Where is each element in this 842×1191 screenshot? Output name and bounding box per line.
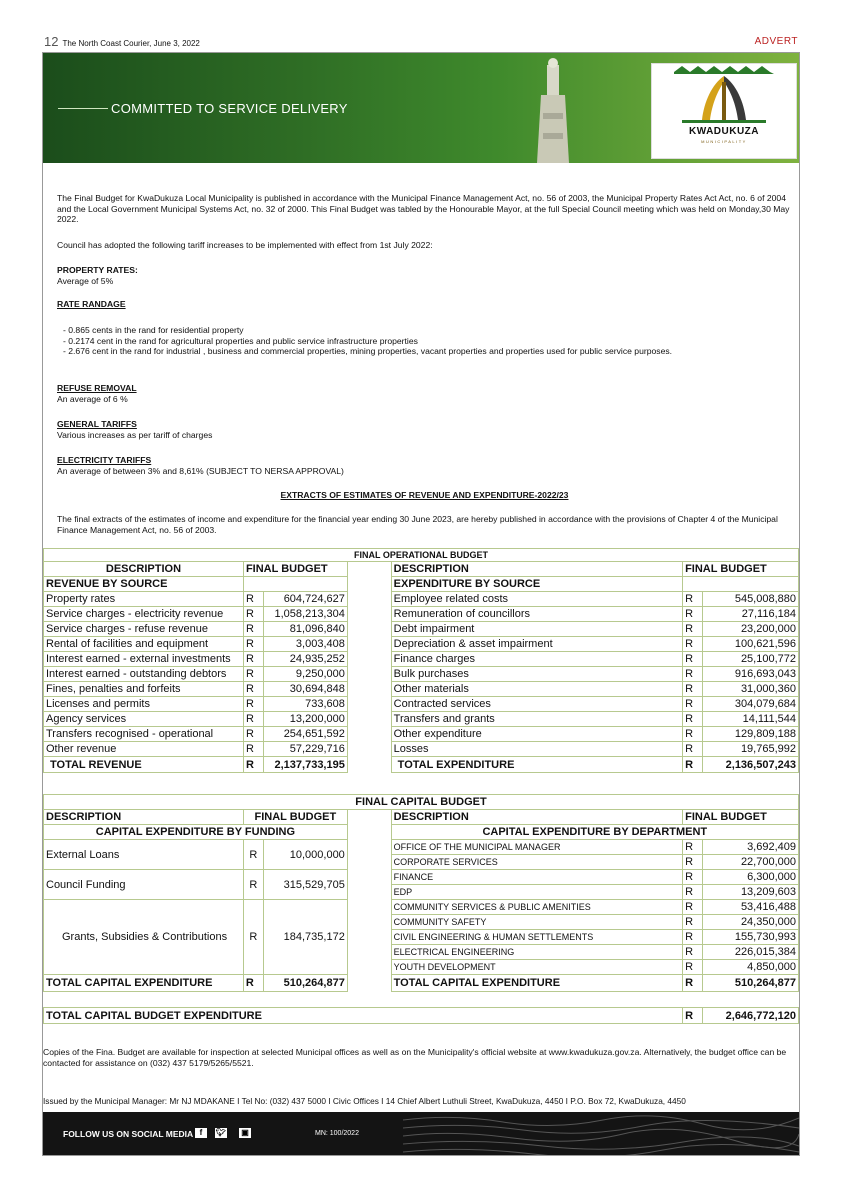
expenditure-item-label: Bulk purchases [391, 667, 682, 682]
department-item-currency: R [683, 870, 703, 885]
capital-budget-table [43, 794, 799, 1024]
banner [43, 53, 799, 163]
rate-randage-heading: RATE RANDAGE [57, 299, 126, 309]
revenue-item-value: 1,058,213,304 [263, 607, 347, 622]
department-item-label: ELECTRICAL ENGINEERING [391, 945, 683, 960]
department-item-value: 6,300,000 [703, 870, 799, 885]
instagram-icon[interactable]: ▣ [239, 1128, 251, 1138]
table-row [44, 742, 799, 757]
total-expenditure-value: 2,136,507,243 [703, 757, 799, 773]
funding-item-value: 184,735,172 [263, 900, 347, 975]
department-item-currency: R [683, 930, 703, 945]
table-row [44, 682, 799, 697]
expenditure-by-source-heading: EXPENDITURE BY SOURCE [391, 577, 682, 592]
banner-line [58, 108, 108, 109]
operational-budget-table [43, 548, 799, 773]
table-row [44, 900, 799, 915]
twitter-icon[interactable]: 🐦︎ [215, 1128, 227, 1137]
capex-by-funding-heading: CAPITAL EXPENDITURE BY FUNDING [44, 825, 348, 840]
funding-item-currency: R [243, 870, 263, 900]
grand-total-value: 2,646,772,120 [703, 1008, 799, 1024]
expenditure-item-label: Losses [391, 742, 682, 757]
revenue-item-currency: R [243, 622, 263, 637]
revenue-by-source-heading: REVENUE BY SOURCE [44, 577, 244, 592]
department-item-label: COMMUNITY SERVICES & PUBLIC AMENITIES [391, 900, 683, 915]
department-item-currency: R [683, 855, 703, 870]
funding-item-label: Council Funding [44, 870, 244, 900]
logo-sub: MUNICIPALITY [701, 139, 747, 144]
expenditure-item-value: 31,000,360 [703, 682, 799, 697]
funding-item-currency: R [243, 900, 263, 975]
tariff-intro: Council has adopted the following tariff increases to be implemented with effect from 1st July 2022: [57, 240, 433, 250]
revenue-item-label: Rental of facilities and equipment [44, 637, 244, 652]
expenditure-item-label: Other expenditure [391, 727, 682, 742]
capital-budget-title: FINAL CAPITAL BUDGET [44, 795, 799, 810]
expenditure-item-currency: R [683, 652, 703, 667]
table-row [44, 712, 799, 727]
revenue-item-value: 13,200,000 [263, 712, 347, 727]
op-final-header-right: FINAL BUDGET [683, 562, 799, 577]
expenditure-item-currency: R [683, 727, 703, 742]
table-row [44, 607, 799, 622]
department-item-label: COMMUNITY SAFETY [391, 915, 683, 930]
page-header [44, 34, 200, 49]
expenditure-item-value: 14,111,544 [703, 712, 799, 727]
cap-final-header-right: FINAL BUDGET [683, 810, 799, 825]
expenditure-item-currency: R [683, 622, 703, 637]
department-item-value: 22,700,000 [703, 855, 799, 870]
expenditure-item-currency: R [683, 712, 703, 727]
revenue-item-currency: R [243, 742, 263, 757]
total-expenditure-label: TOTAL EXPENDITURE [391, 757, 682, 773]
revenue-item-currency: R [243, 667, 263, 682]
op-final-header-left: FINAL BUDGET [243, 562, 347, 577]
expenditure-item-label: Employee related costs [391, 592, 682, 607]
department-item-label: OFFICE OF THE MUNICIPAL MANAGER [391, 840, 683, 855]
extracts-heading: EXTRACTS OF ESTIMATES OF REVENUE AND EXPENDITURE-2022/23 [280, 490, 569, 500]
grand-total-currency: R [683, 1008, 703, 1024]
revenue-item-value: 30,694,848 [263, 682, 347, 697]
total-revenue-value: 2,137,733,195 [263, 757, 347, 773]
funding-item-currency: R [243, 840, 263, 870]
expenditure-item-value: 25,100,772 [703, 652, 799, 667]
table-row [44, 840, 799, 855]
expenditure-item-currency: R [683, 682, 703, 697]
revenue-item-currency: R [243, 697, 263, 712]
grand-total-label: TOTAL CAPITAL BUDGET EXPENDITURE [44, 1008, 683, 1024]
follow-us-text: FOLLOW US ON SOCIAL MEDIA [63, 1129, 194, 1139]
revenue-item-value: 3,003,408 [263, 637, 347, 652]
table-row [44, 637, 799, 652]
total-expenditure-currency: R [683, 757, 703, 773]
extracts-paragraph: The final extracts of the estimates of income and expenditure for the financial year ending 30 June 2023, are hereby published in accordance with the provisions of Chapter 4 of the Municipal Finance Management Act, no. 56 of 2003. [57, 514, 778, 535]
expenditure-item-currency: R [683, 607, 703, 622]
expenditure-item-label: Depreciation & asset impairment [391, 637, 682, 652]
revenue-item-label: Service charges - refuse revenue [44, 622, 244, 637]
department-item-currency: R [683, 885, 703, 900]
revenue-item-label: Transfers recognised - operational [44, 727, 244, 742]
expenditure-item-currency: R [683, 592, 703, 607]
revenue-item-label: Property rates [44, 592, 244, 607]
paper-name: The North Coast Courier, June 3, 2022 [62, 39, 200, 48]
revenue-item-currency: R [243, 727, 263, 742]
revenue-item-label: Fines, penalties and forfeits [44, 682, 244, 697]
expenditure-item-label: Finance charges [391, 652, 682, 667]
department-item-label: FINANCE [391, 870, 683, 885]
funding-item-value: 10,000,000 [263, 840, 347, 870]
facebook-icon[interactable]: f [195, 1128, 207, 1138]
department-item-currency: R [683, 960, 703, 975]
property-rates: PROPERTY RATES: Average of 5% [57, 265, 138, 286]
expenditure-item-value: 23,200,000 [703, 622, 799, 637]
revenue-item-value: 24,935,252 [263, 652, 347, 667]
logo-name: KWADUKUZA [688, 126, 760, 137]
department-item-currency: R [683, 945, 703, 960]
refuse-removal: REFUSE REMOVAL An average of 6 % [57, 383, 137, 404]
expenditure-item-value: 304,079,684 [703, 697, 799, 712]
expenditure-item-value: 545,008,880 [703, 592, 799, 607]
footer-bar [43, 1112, 799, 1155]
advert-label: ADVERT [754, 36, 798, 47]
total-revenue-label: TOTAL REVENUE [44, 757, 244, 773]
revenue-item-label: Interest earned - outstanding debtors [44, 667, 244, 682]
total-capex-right-value: 510,264,877 [703, 975, 799, 992]
electricity-tariffs: ELECTRICITY TARIFFS An average of between 3% and 8,61% (SUBJECT TO NERSA APPROVAL) [57, 455, 344, 476]
cap-final-header-left: FINAL BUDGET [243, 810, 347, 825]
department-item-currency: R [683, 840, 703, 855]
banner-slogan: COMMITTED TO SERVICE DELIVERY [111, 101, 348, 116]
table-row [44, 652, 799, 667]
expenditure-item-label: Other materials [391, 682, 682, 697]
cap-desc-header-right: DESCRIPTION [391, 810, 683, 825]
revenue-item-label: Agency services [44, 712, 244, 727]
department-item-currency: R [683, 915, 703, 930]
revenue-item-currency: R [243, 637, 263, 652]
op-desc-header-left: DESCRIPTION [44, 562, 244, 577]
total-capex-left-currency: R [243, 975, 263, 992]
total-capex-right-label: TOTAL CAPITAL EXPENDITURE [391, 975, 683, 992]
expenditure-item-value: 916,693,043 [703, 667, 799, 682]
general-tariffs: GENERAL TARIFFS Various increases as per tariff of charges [57, 419, 213, 440]
revenue-item-currency: R [243, 592, 263, 607]
expenditure-item-currency: R [683, 637, 703, 652]
total-revenue-currency: R [243, 757, 263, 773]
revenue-item-currency: R [243, 682, 263, 697]
department-item-value: 53,416,488 [703, 900, 799, 915]
kwadukuza-logo [651, 63, 797, 159]
total-capex-left-label: TOTAL CAPITAL EXPENDITURE [44, 975, 244, 992]
copies-notice: Copies of the Fina. Budget are available for inspection at selected Municipal offices as well as on the Municipality's official website at www.kwadukuza.gov.za. Alternatively, the budget office can be contacted for assistance on (032) 437 5179/5265/5521. [43, 1047, 787, 1068]
department-item-label: CORPORATE SERVICES [391, 855, 683, 870]
capex-by-department-heading: CAPITAL EXPENDITURE BY DEPARTMENT [391, 825, 798, 840]
expenditure-item-label: Remuneration of councillors [391, 607, 682, 622]
revenue-item-value: 81,096,840 [263, 622, 347, 637]
table-row [44, 870, 799, 885]
intro-paragraph: The Final Budget for KwaDukuza Local Municipality is published in accordance with the Municipal Finance Management Act, no. 56 of 2003, the Municipal Property Rates Act Act, no. 6 of 2004 and the Local Government Municipal Systems Act, no. 32 of 2000. This Final Budget was tabled by the Honourable Mayor, at the full Special Council meeting which was held on Monday,30 May 2022. [57, 193, 790, 224]
page-number: 12 [44, 34, 59, 49]
department-item-value: 3,692,409 [703, 840, 799, 855]
cap-desc-header-left: DESCRIPTION [44, 810, 244, 825]
revenue-item-value: 254,651,592 [263, 727, 347, 742]
department-item-label: EDP [391, 885, 683, 900]
department-item-label: CIVIL ENGINEERING & HUMAN SETTLEMENTS [391, 930, 683, 945]
issued-by: Issued by the Municipal Manager: Mr NJ MDAKANE I Tel No: (032) 437 5000 I Civic Offices I 14 Chief Albert Luthuli Street, KwaDukuza, 4450 I P.O. Box 72, KwaDukuza, 4450 [43, 1096, 686, 1106]
table-row [44, 667, 799, 682]
department-item-value: 13,209,603 [703, 885, 799, 900]
revenue-item-label: Licenses and permits [44, 697, 244, 712]
department-item-value: 226,015,384 [703, 945, 799, 960]
expenditure-item-currency: R [683, 742, 703, 757]
revenue-item-value: 604,724,627 [263, 592, 347, 607]
funding-item-label: External Loans [44, 840, 244, 870]
department-item-value: 4,850,000 [703, 960, 799, 975]
rate-randage-list: - 0.865 cents in the rand for residential property - 0.2174 cent in the rand for agricultural properties and public service infrastructure properties - 2.676 cent in the rand for industrial , business and commercial properties, mining properties, vacant properties and properties used for public service purposes. [63, 325, 673, 356]
department-item-value: 155,730,993 [703, 930, 799, 945]
monument-icon [513, 53, 593, 163]
revenue-item-value: 9,250,000 [263, 667, 347, 682]
department-item-currency: R [683, 900, 703, 915]
expenditure-item-currency: R [683, 697, 703, 712]
expenditure-item-value: 19,765,992 [703, 742, 799, 757]
revenue-item-label: Other revenue [44, 742, 244, 757]
revenue-item-label: Interest earned - external investments [44, 652, 244, 667]
expenditure-item-value: 27,116,184 [703, 607, 799, 622]
department-item-label: YOUTH DEVELOPMENT [391, 960, 683, 975]
operational-budget-title: FINAL OPERATIONAL BUDGET [44, 549, 799, 562]
revenue-item-value: 733,608 [263, 697, 347, 712]
expenditure-item-label: Debt impairment [391, 622, 682, 637]
table-row [44, 697, 799, 712]
revenue-item-value: 57,229,716 [263, 742, 347, 757]
department-item-value: 24,350,000 [703, 915, 799, 930]
funding-item-value: 315,529,705 [263, 870, 347, 900]
total-capex-left-value: 510,264,877 [263, 975, 347, 992]
op-desc-header-right: DESCRIPTION [391, 562, 682, 577]
revenue-item-currency: R [243, 607, 263, 622]
revenue-item-currency: R [243, 652, 263, 667]
mn-number: MN: 100/2022 [315, 1130, 359, 1137]
table-row [44, 727, 799, 742]
expenditure-item-label: Contracted services [391, 697, 682, 712]
revenue-item-currency: R [243, 712, 263, 727]
logo-emblem-icon [652, 64, 796, 124]
funding-item-label: Grants, Subsidies & Contributions [44, 900, 244, 975]
expenditure-item-label: Transfers and grants [391, 712, 682, 727]
table-row [44, 622, 799, 637]
total-capex-right-currency: R [683, 975, 703, 992]
wave-pattern [403, 1112, 799, 1155]
revenue-item-label: Service charges - electricity revenue [44, 607, 244, 622]
expenditure-item-value: 129,809,188 [703, 727, 799, 742]
table-row [44, 592, 799, 607]
expenditure-item-currency: R [683, 667, 703, 682]
expenditure-item-value: 100,621,596 [703, 637, 799, 652]
